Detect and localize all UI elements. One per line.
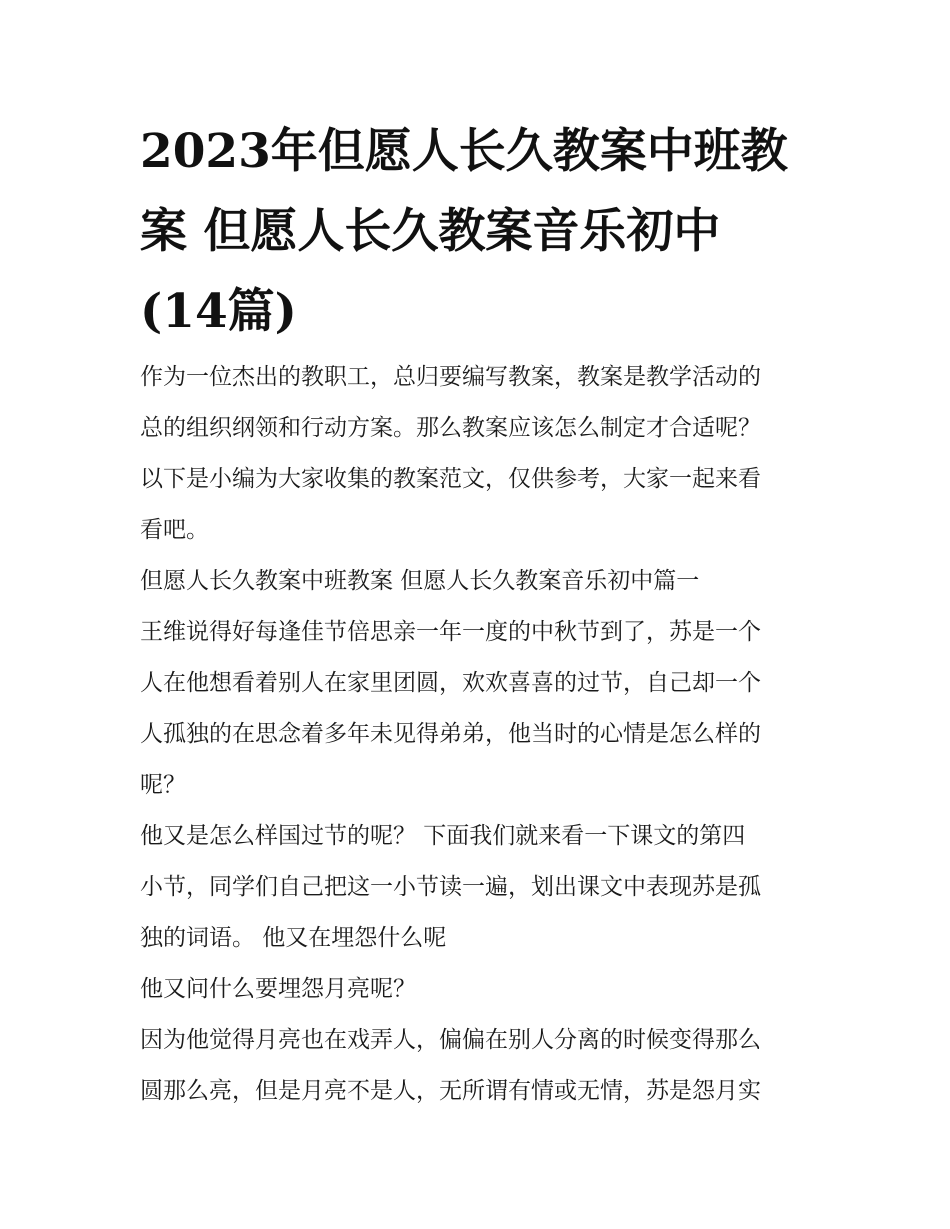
title-line: 案 但愿人长久教案音乐初中 [140,204,721,259]
section-heading: 但愿人长久教案中班教案 但愿人长久教案音乐初中篇一 [140,568,700,594]
intro-paragraph-line: 以下是小编为大家收集的教案范文，仅供参考，大家一起来看 [140,466,761,492]
paragraph-line: 圆那么亮，但是月亮不是人，无所谓有情或无情，苏是怨月实 [140,1078,761,1104]
paragraph-line: 独的词语。 他又在埋怨什么呢 [140,925,447,951]
document-title [140,112,820,352]
intro-paragraph-line: 作为一位杰出的教职工，总归要编写教案，教案是教学活动的 [140,364,761,390]
title-line: (14篇) [140,284,297,339]
paragraph-line: 呢？ [140,772,186,798]
paragraph-line: 人在他想看着别人在家里团圆，欢欢喜喜的过节，自己却一个 [140,670,761,696]
paragraph-line: 小节，同学们自己把这一小节读一遍，划出课文中表现苏是孤 [140,874,761,900]
paragraph-line: 因为他觉得月亮也在戏弄人，偏偏在别人分离的时候变得那么 [140,1027,761,1053]
paragraph-line: 王维说得好每逢佳节倍思亲一年一度的中秋节到了，苏是一个 [140,619,761,645]
paragraph-line: 人孤独的在思念着多年未见得弟弟，他当时的心情是怎么样的 [140,721,761,747]
intro-paragraph-line: 总的组织纲领和行动方案。那么教案应该怎么制定才合适呢？ [140,415,761,441]
title-line: 2023年但愿人长久教案中班教 [140,124,788,179]
paragraph-line: 他又问什么要埋怨月亮呢？ [140,976,416,1002]
paragraph-line: 他又是怎么样国过节的呢？ 下面我们就来看一下课文的第四 [140,823,746,849]
intro-paragraph-line: 看吧。 [140,517,209,543]
